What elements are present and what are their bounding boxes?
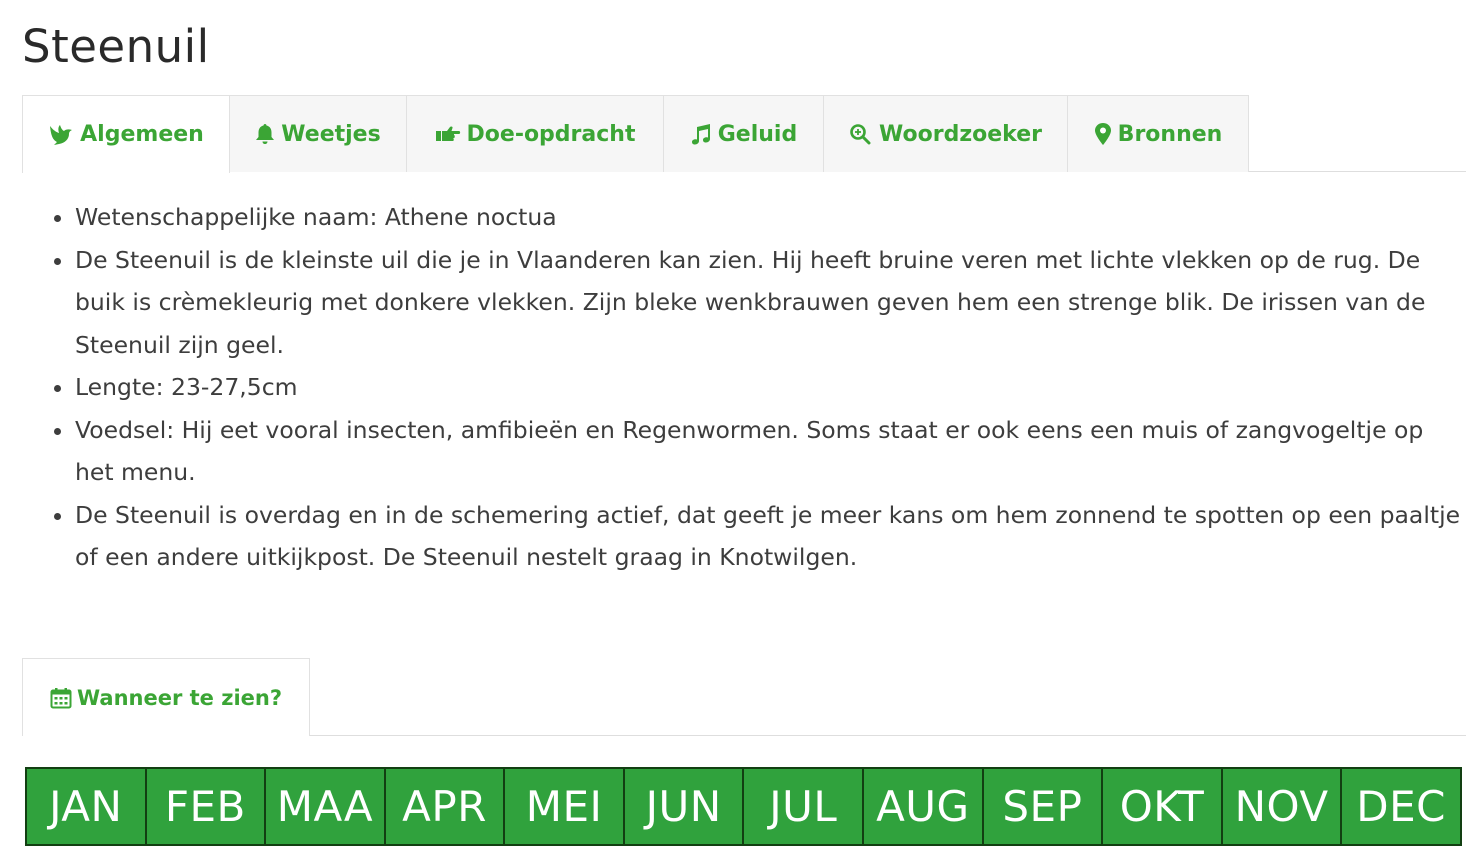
calendar-icon (50, 687, 72, 709)
tab-label: Algemeen (80, 122, 204, 147)
bird-icon (48, 124, 74, 146)
month-jan: JAN (27, 769, 147, 844)
tab-weetjes[interactable] (229, 95, 407, 172)
tab-algemeen[interactable] (22, 95, 230, 173)
month-mei: MEI (505, 769, 625, 844)
month-dec: DEC (1342, 769, 1460, 844)
tab-wanneer-te-zien[interactable] (22, 658, 310, 736)
tab-doe-opdracht[interactable] (406, 95, 664, 172)
list-item: • De Steenuil is de kleinste uil die je in Vlaanderen kan zien. Hij heeft bruine veren met lichte vlekken op de rug. De buik is crèmekleurig met donkere vlekken. Zijn bleke wenkbrauwen geven hem een strenge blik. De irissen van de Steenuil zijn geel. (75, 239, 1462, 367)
month-okt: OKT (1103, 769, 1223, 844)
tab-label: Bronnen (1117, 121, 1223, 147)
tab-content-algemeen (22, 196, 1462, 579)
month-jun: JUN (625, 769, 745, 844)
month-feb: FEB (147, 769, 267, 844)
map-marker-icon (1094, 122, 1112, 146)
tab-label: Weetjes (281, 121, 381, 147)
tab-label: Wanneer te zien? (76, 685, 283, 710)
list-item: • Wetenschappelijke naam: Athene noctua (75, 196, 1462, 239)
list-item: • De Steenuil is overdag en in de schemering actief, dat geeft je meer kans om hem zonnend te spotten op een paaltje of een andere uitkijkpost. De Steenuil nestelt graag in Knotwilgen. (75, 494, 1462, 579)
tab-label: Doe-opdracht (466, 121, 636, 147)
tab-geluid[interactable] (663, 95, 824, 172)
tab-bar (22, 95, 1466, 172)
tab-bronnen[interactable] (1067, 95, 1249, 172)
tab-woordzoeker[interactable] (823, 95, 1068, 172)
month-maa: MAA (266, 769, 386, 844)
search-icon (849, 123, 873, 145)
tab-label: Woordzoeker (879, 121, 1042, 147)
facts-list (22, 196, 1462, 579)
month-jul: JUL (744, 769, 864, 844)
month-sep: SEP (984, 769, 1104, 844)
month-nov: NOV (1223, 769, 1343, 844)
list-item: • Voedsel: Hij eet vooral insecten, amfibieën en Regenwormen. Soms staat er ook eens een muis of zangvogeltje op het menu. (75, 409, 1462, 494)
bell-icon (255, 123, 275, 145)
list-item: • Lengte: 23-27,5cm (75, 366, 1462, 409)
month-aug: AUG (864, 769, 984, 844)
month-apr: APR (386, 769, 506, 844)
month-calendar (25, 767, 1462, 846)
page-title: Steenuil (22, 20, 210, 73)
music-note-icon (690, 123, 712, 145)
tab-label: Geluid (717, 121, 798, 147)
when-tab-bar (22, 658, 1466, 736)
hand-pointer-icon (435, 125, 461, 143)
